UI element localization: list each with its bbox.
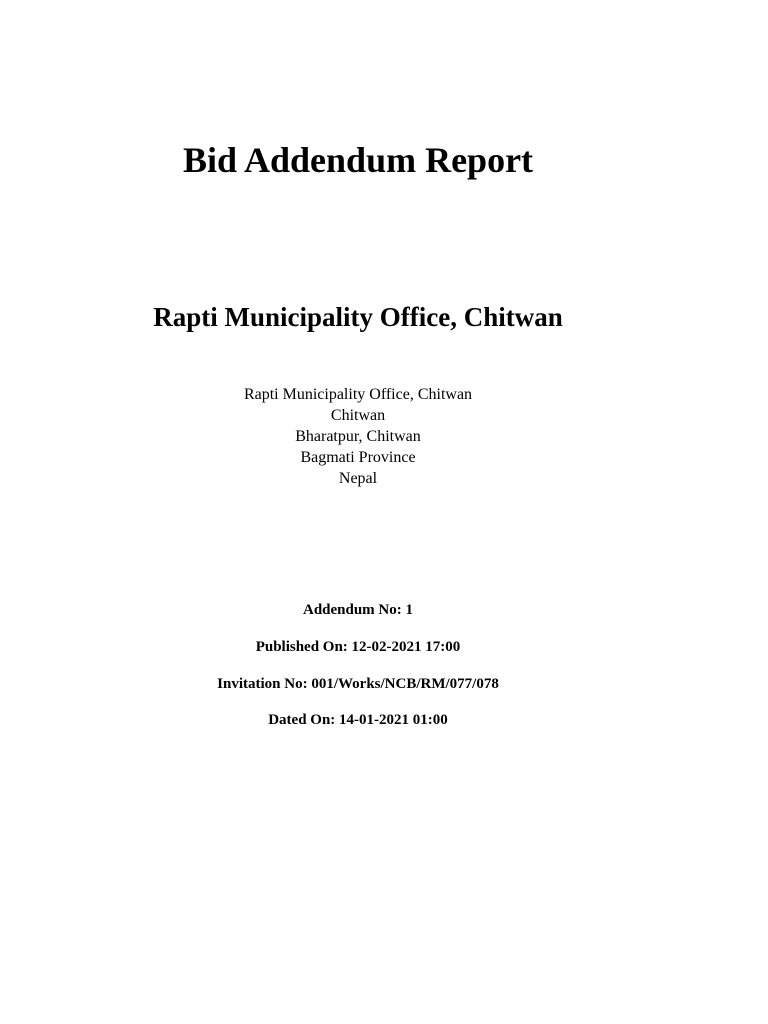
organization-heading: Rapti Municipality Office, Chitwan — [153, 302, 563, 332]
invitation-number: Invitation No: 001/Works/NCB/RM/077/078 — [217, 676, 499, 692]
address-line-province: Bagmati Province — [300, 449, 416, 466]
address-line-district: Chitwan — [330, 407, 386, 424]
addendum-number: Addendum No: 1 — [302, 602, 414, 618]
dated-on: Dated On: 14-01-2021 01:00 — [268, 712, 448, 728]
address-block — [0, 384, 716, 489]
address-line-city: Bharatpur, Chitwan — [295, 428, 421, 445]
report-title: Bid Addendum Report — [182, 140, 534, 180]
address-line-country: Nepal — [338, 470, 378, 487]
address-line-office: Rapti Municipality Office, Chitwan — [243, 386, 473, 403]
published-on: Published On: 12-02-2021 17:00 — [255, 639, 461, 655]
